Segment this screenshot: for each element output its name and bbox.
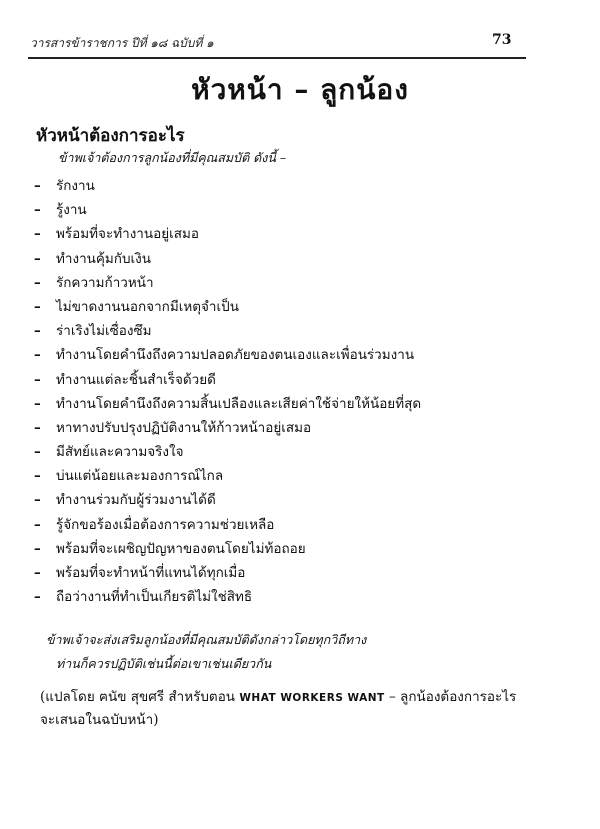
closing-line-1: ข้าพเจ้าจะส่งเสริมลูกน้องที่มีคุณสมบัติดังกล่าวโดยทุกวิถีทาง [46,632,367,647]
list-dash: – [34,395,41,412]
list-dash: – [34,323,41,340]
list-item [34,319,421,343]
list-dash: – [34,371,41,388]
list-item [34,198,421,222]
list-item [34,537,421,561]
list-dash: – [34,298,41,315]
list-item-text: ทำงานคุ้มกับเงิน [56,250,151,267]
list-dash: – [34,347,41,364]
list-item-text: บ่นแต่น้อยและมองการณ์ไกล [56,468,224,485]
list-item [34,295,421,319]
journal-header: วารสารข้าราชการ ปีที่ ๑๘ ฉบับที่ ๑ [30,36,214,50]
intro-line: ข้าพเจ้าต้องการลูกน้องที่มีคุณสมบัติ ดังนี้ – [58,150,287,165]
list-dash: – [34,419,41,436]
list-item-text: ทำงานแต่ละชิ้นสำเร็จด้วยดี [56,371,216,388]
list-item [34,222,421,246]
list-item [34,561,421,585]
closing-paragraph [46,628,366,676]
list-item [34,464,421,488]
list-item-text: ไม่ขาดงานนอกจากมีเหตุจำเป็น [56,298,239,315]
list-item-text: มีสัทย์และความจริงใจ [56,444,184,461]
list-item [34,174,421,198]
list-item [34,368,421,392]
list-dash: – [34,540,41,557]
list-item-text: ทำงานโดยคำนึงถึงความปลอดภัยของตนเองและเพื่อนร่วมงาน [56,347,415,364]
list-item [34,440,421,464]
credit-line-1 [40,686,516,709]
list-dash: – [34,274,41,291]
list-item-text: พร้อมที่จะเผชิญปัญหาของตนโดยไม่ท้อถอย [56,540,306,557]
list-dash: – [34,492,41,509]
list-item-text: ร่าเริงไม่เซื่องซึม [56,323,152,340]
list-item-text: หาทางปรับปรุงปฏิบัติงานให้ก้าวหน้าอยู่เสมอ [56,419,312,436]
list-item [34,343,421,367]
page-title: หัวหน้า – ลูกน้อง [191,73,409,106]
list-item [34,488,421,512]
list-item-text: ถือว่างานที่ทำเป็นเกียรติไม่ใช่สิทธิ [56,589,253,606]
credit-prefix: (แปลโดย ฅนัข สุขศรี สำหรับตอน [40,689,240,705]
list-dash: – [34,565,41,581]
credit-line-2: จะเสนอในฉบับหน้า) [40,712,159,728]
list-item-text: รู้งาน [56,202,87,219]
list-item [34,585,421,609]
list-dash: – [34,202,41,219]
list-dash: – [34,468,41,485]
credit-english-title: WHAT WORKERS WANT [239,692,385,704]
credit-suffix: – ลูกน้องต้องการอะไร [384,689,517,705]
list-item [34,271,421,295]
list-dash: – [34,516,41,533]
list-item-text: พร้อมที่จะทำงานอยู่เสมอ [56,226,199,243]
closing-line-2: ท่านก็ควรปฏิบัติเช่นนี้ต่อเขาเช่นเดียวกัน [56,656,272,671]
list-item-text: ทำงานร่วมกับผู้ร่วมงานได้ดี [56,492,216,509]
list-item-text: พร้อมที่จะทำหน้าที่แทนได้ทุกเมื่อ [56,565,246,581]
list-dash: – [34,178,41,194]
list-dash: – [34,444,41,461]
qualities-list [34,174,421,609]
list-item [34,416,421,440]
list-item-text: รักความก้าวหน้า [56,274,154,291]
list-item [34,513,421,537]
list-dash: – [34,226,41,243]
header-rule [28,57,526,59]
translator-credit [40,686,516,731]
section-heading: หัวหน้าต้องการอะไร [36,126,185,146]
page-number: 73 [492,32,512,48]
list-item [34,392,421,416]
list-dash: – [34,250,41,267]
list-item-text: ทำงานโดยคำนึงถึงความสิ้นเปลืองและเสียค่าใช้จ่ายให้น้อยที่สุด [56,395,422,412]
list-item-text: รักงาน [56,178,95,194]
list-item-text: รู้จักขอร้องเมื่อต้องการความช่วยเหลือ [56,516,275,533]
list-dash: – [34,589,41,606]
list-item [34,247,421,271]
